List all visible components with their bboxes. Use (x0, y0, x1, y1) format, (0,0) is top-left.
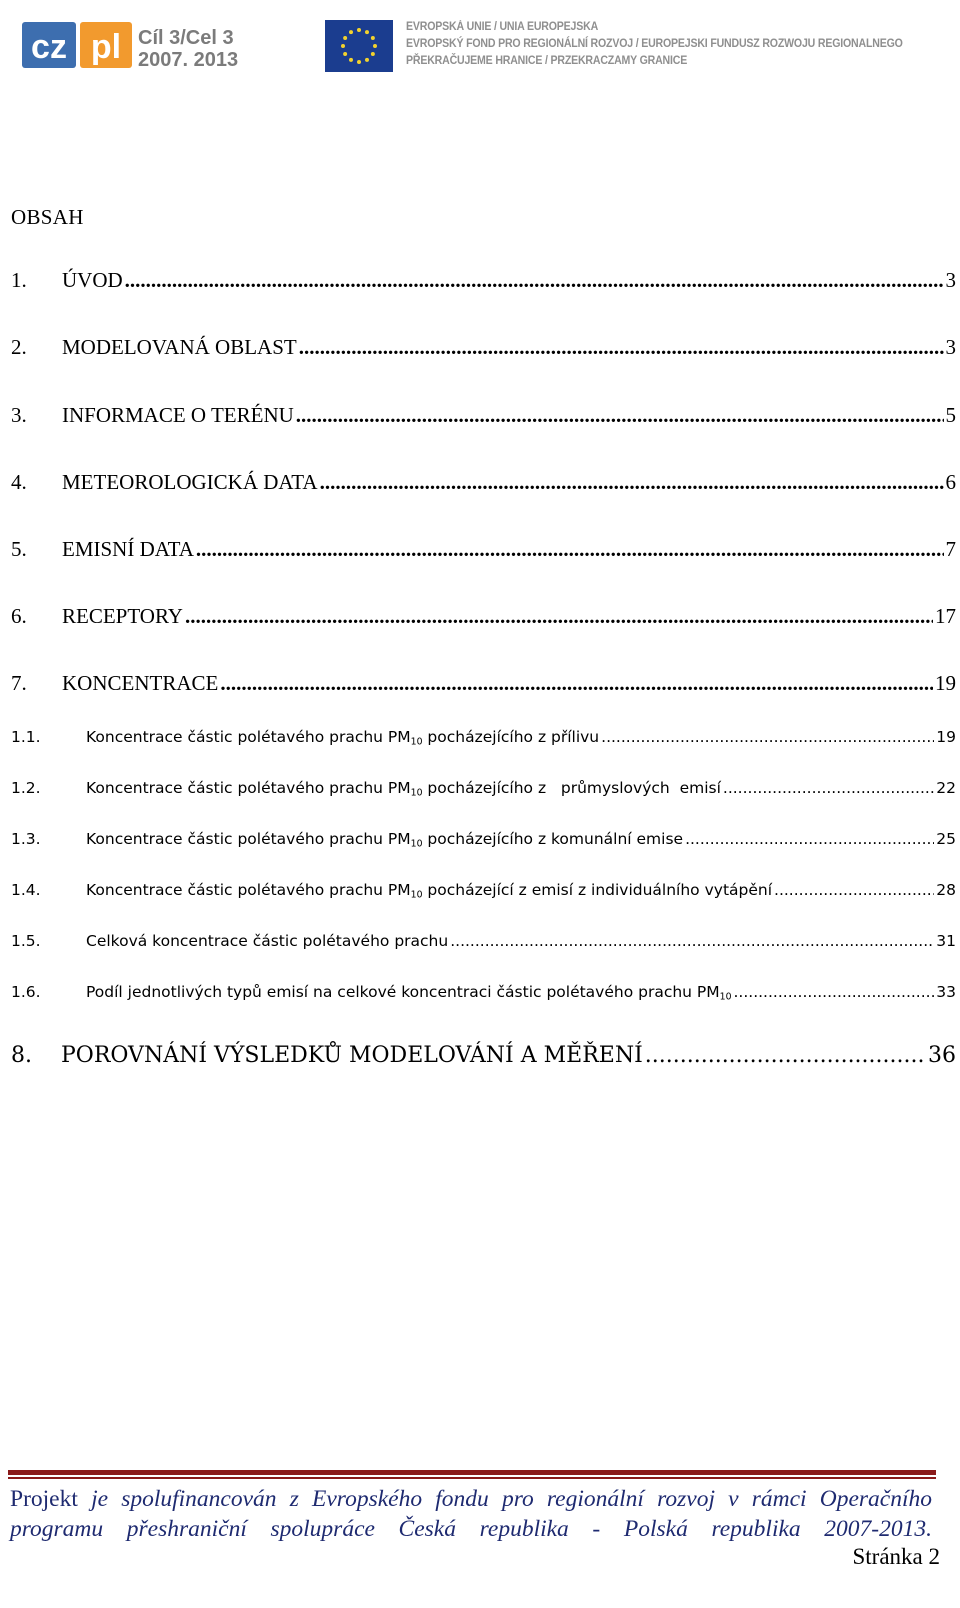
footer-line-2: programu přeshraniční spolupráce Česká republika - Polská republika 2007-2013. (10, 1516, 932, 1542)
eu-fund-caption (406, 19, 903, 70)
toc-entry-label: INFORMACE O TERÉNU (62, 403, 294, 427)
page-header (0, 0, 960, 110)
toc-entry-4[interactable] (11, 470, 956, 495)
toc-entry-label: KONCENTRACE (62, 671, 219, 695)
eu-star-icon (357, 60, 361, 64)
dot-leader (196, 537, 944, 562)
toc-subentry-1-3[interactable] (11, 830, 956, 848)
toc-subentry-1-6[interactable] (11, 983, 956, 1001)
eu-star-icon (349, 30, 353, 34)
toc-entry-label: METEOROLOGICKÁ DATA (62, 470, 318, 494)
toc-entry-label: POROVNÁNÍ VÝSLEDKŮ MODELOVÁNÍ A MĚŘENÍ (61, 1043, 643, 1068)
toc-entry-page: 31 (936, 932, 956, 950)
toc-entry-5[interactable] (11, 537, 956, 562)
toc-entry-number: 1.6. (11, 983, 41, 1001)
dot-leader (685, 830, 934, 848)
toc-entry-label: EMISNÍ DATA (62, 537, 194, 561)
toc-entry-number: 7. (11, 671, 27, 695)
toc-subentry-1-4[interactable] (11, 881, 956, 899)
footer-line-1: Projekt je spolufinancován z Evropského fondu pro regionální rozvoj v rámci Operačního (10, 1486, 932, 1512)
toc-entry-label: Celková koncentrace částic polétavého prachu (86, 932, 449, 950)
eu-star-icon (341, 44, 345, 48)
dot-leader (774, 881, 934, 899)
cz-pl-program-logo (22, 18, 262, 78)
toc-entry-label: Koncentrace částic polétavého prachu $PM_{10}$ pocházejícího z přílivu (86, 728, 600, 748)
toc-entry-number: 1.4. (11, 881, 41, 899)
dot-leader (450, 932, 934, 950)
dot-leader (125, 268, 944, 293)
toc-entry-page: 28 (936, 881, 956, 899)
dot-leader (601, 728, 934, 746)
footer-divider-thin (8, 1477, 936, 1479)
toc-entry-number: 8. (11, 1043, 32, 1068)
eu-star-icon (357, 28, 361, 32)
eu-star-icon (365, 58, 369, 62)
dot-leader (320, 470, 944, 495)
logo-goal-text: Cíl 3/Cel 3 (138, 27, 234, 49)
toc-entry-number: 6. (11, 604, 27, 628)
eu-star-icon (371, 36, 375, 40)
dot-leader (723, 779, 934, 797)
dot-leader (220, 671, 933, 696)
toc-entry-page: 17 (935, 604, 956, 628)
toc-entry-label: Koncentrace částic polétavého prachu $PM_{10}$ pocházející z emisí z individuálního vytápění (86, 881, 773, 901)
toc-entry-number: 1. (11, 268, 27, 292)
dot-leader (185, 604, 933, 629)
toc-entry-page: 3 (945, 335, 956, 359)
eu-flag-icon (325, 20, 393, 72)
toc-entry-number: 2. (11, 335, 27, 359)
toc-entry-label: ÚVOD (62, 268, 123, 292)
toc-entry-page: 7 (945, 537, 956, 561)
toc-entry-label: Koncentrace částic polétavého prachu $PM_{10}$ pocházejícího z průmyslových emisí (86, 779, 721, 799)
toc-entry-number: 1.5. (11, 932, 41, 950)
toc-entry-label: Koncentrace částic polétavého prachu $PM_{10}$ pocházejícího z komunální emise (86, 830, 684, 850)
toc-subentry-1-1[interactable] (11, 728, 956, 746)
dot-leader (296, 403, 944, 428)
dot-leader (299, 335, 944, 360)
eu-star-icon (349, 58, 353, 62)
toc-entry-page: 33 (936, 983, 956, 1001)
toc-entry-page: 25 (936, 830, 956, 848)
toc-entry-label: MODELOVANÁ OBLAST (62, 335, 297, 359)
toc-entry-page: 22 (936, 779, 956, 797)
toc-entry-6[interactable] (11, 604, 956, 629)
toc-entry-label: RECEPTORY (62, 604, 183, 628)
dot-leader (645, 1043, 926, 1068)
page-number: Stránka 2 (852, 1544, 940, 1569)
dot-leader (734, 983, 935, 1001)
toc-entry-3[interactable] (11, 403, 956, 428)
toc-entry-2[interactable] (11, 335, 956, 360)
toc-title: OBSAH (11, 205, 84, 229)
logo-years-text: 2007. 2013 (138, 49, 239, 71)
footer-funding-note (10, 1484, 932, 1544)
toc-entry-1[interactable] (11, 268, 956, 293)
toc-entry-7[interactable] (11, 671, 956, 696)
toc-entry-page: 3 (945, 268, 956, 292)
eu-star-icon (373, 44, 377, 48)
eu-star-icon (343, 36, 347, 40)
toc-entry-page: 6 (945, 470, 956, 494)
toc-entry-number: 1.2. (11, 779, 41, 797)
toc-entry-label: Podíl jednotlivých typů emisí na celkové koncentraci částic polétavého prachu $PM_{10}$ (86, 983, 732, 1003)
eu-star-icon (371, 52, 375, 56)
toc-subentry-1-5[interactable] (11, 932, 956, 950)
toc-entry-8[interactable] (11, 1043, 956, 1068)
eu-fund-line: EVROPSKÝ FOND PRO REGIONÁLNÍ ROZVOJ / EUROPEJSKI FUNDUSZ ROZWOJU REGIONALNEGO (406, 38, 903, 50)
eu-motto-line: PŘEKRAČUJEME HRANICE / PRZEKRACZAMY GRANICE (406, 55, 688, 67)
toc-entry-page: 19 (935, 671, 956, 695)
footer-divider (8, 1470, 936, 1475)
toc-entry-number: 5. (11, 537, 27, 561)
logo-cz-text: cz (31, 28, 67, 66)
logo-pl-text: pl (90, 28, 122, 66)
toc-subentry-1-2[interactable] (11, 779, 956, 797)
toc-entry-number: 3. (11, 403, 27, 427)
toc-entry-page: 36 (928, 1043, 956, 1068)
toc-entry-page: 19 (936, 728, 956, 746)
toc-entry-page: 5 (945, 403, 956, 427)
eu-star-icon (365, 30, 369, 34)
eu-star-icon (343, 52, 347, 56)
toc-entry-number: 1.3. (11, 830, 41, 848)
toc-entry-number: 1.1. (11, 728, 41, 746)
eu-union-line: EVROPSKÁ UNIE / UNIA EUROPEJSKA (406, 21, 599, 33)
toc-entry-number: 4. (11, 470, 27, 494)
